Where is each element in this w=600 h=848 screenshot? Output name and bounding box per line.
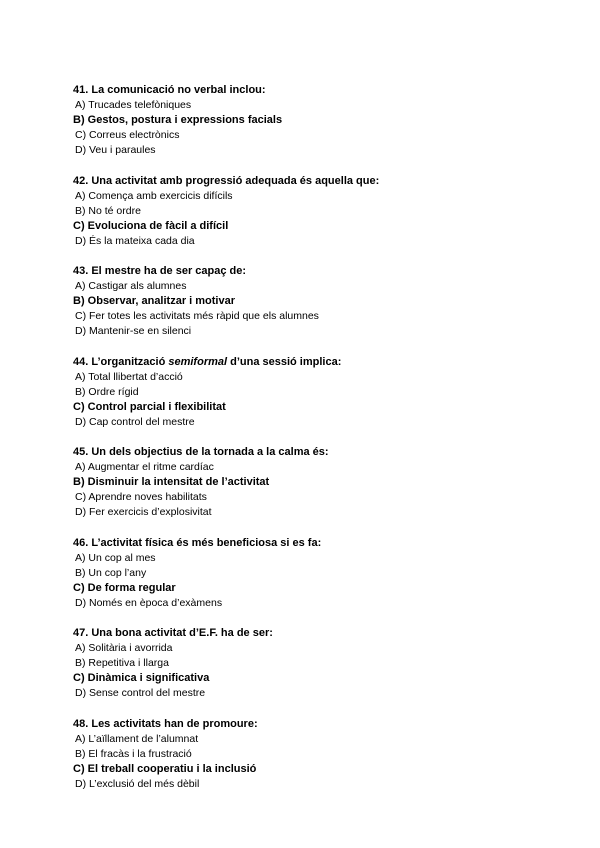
question-title: 48. Les activitats han de promoure: [73,717,258,730]
option-d: D) Fer exercicis d’explosivitat [75,506,212,518]
option-b: B) Ordre rígid [75,385,139,398]
question-title-suffix: d’una sessió implica: [227,355,342,368]
option-a: A) Un cop al mes [75,551,156,564]
option-b: B) El fracàs i la frustració [75,747,192,760]
option-a: A) Castigar als alumnes [75,280,187,292]
question-title: 45. Un dels objectius de la tornada a la calma és: [73,446,329,458]
option-b: B) No té ordre [75,204,141,217]
option-c: C) Correus electrònics [75,129,180,141]
option-c: C) Aprendre noves habilitats [75,491,207,503]
question-48 [73,717,553,792]
option-b: B) Repetitiva i llarga [75,657,169,669]
option-c-correct: C) Control parcial i flexibilitat [73,400,226,413]
option-a: A) Comença amb exercicis difícils [75,189,233,202]
option-a: A) Solitària i avorrida [75,642,173,654]
option-d: D) Veu i paraules [75,144,156,156]
question-title: 41. La comunicació no verbal inclou: [73,84,266,96]
question-43 [73,264,553,339]
option-a: A) Augmentar el ritme cardíac [75,461,214,473]
option-c: C) Fer totes les activitats més ràpid que els alumnes [75,310,319,322]
option-a: A) L’aïllament de l’alumnat [75,732,199,745]
option-d: D) Només en època d’exàmens [75,596,223,609]
question-list [73,83,553,807]
option-d: D) Cap control del mestre [75,415,195,428]
question-44 [73,355,553,430]
option-d: D) És la mateixa cada dia [75,234,195,247]
question-title: 47. Una bona activitat d’E.F. ha de ser: [73,627,273,639]
question-47 [73,626,553,701]
option-c-correct: C) Evoluciona de fàcil a difícil [73,219,229,232]
option-b-correct: B) Observar, analitzar i motivar [73,295,236,307]
option-d: D) Sense control del mestre [75,687,206,699]
option-b-correct: B) Gestos, postura i expressions facials [73,114,283,126]
option-b: B) Un cop l’any [75,566,147,579]
question-title: 46. L’activitat física és més beneficiosa si es fa: [73,536,322,549]
option-d: D) Mantenir-se en silenci [75,325,192,337]
option-c-correct: C) El treball cooperatiu i la inclusió [73,762,257,775]
option-a: A) Total llibertat d’acció [75,370,183,383]
question-41 [73,83,553,158]
question-42 [73,174,553,249]
option-b-correct: B) Disminuir la intensitat de l’activitat [73,476,270,488]
option-c-correct: C) De forma regular [73,581,176,594]
question-45 [73,445,553,520]
question-title: 42. Una activitat amb progressió adequada és aquella que: [73,174,380,187]
option-a: A) Trucades telefòniques [75,99,192,111]
question-title [73,355,553,370]
option-d: D) L’exclusió del més dèbil [75,777,200,790]
question-46 [73,536,553,611]
option-c-correct: C) Dinàmica i significativa [73,672,210,684]
question-title-italic: semiformal [168,355,228,368]
question-title: 43. El mestre ha de ser capaç de: [73,265,247,277]
question-title-prefix: 44. L’organització [73,355,169,368]
